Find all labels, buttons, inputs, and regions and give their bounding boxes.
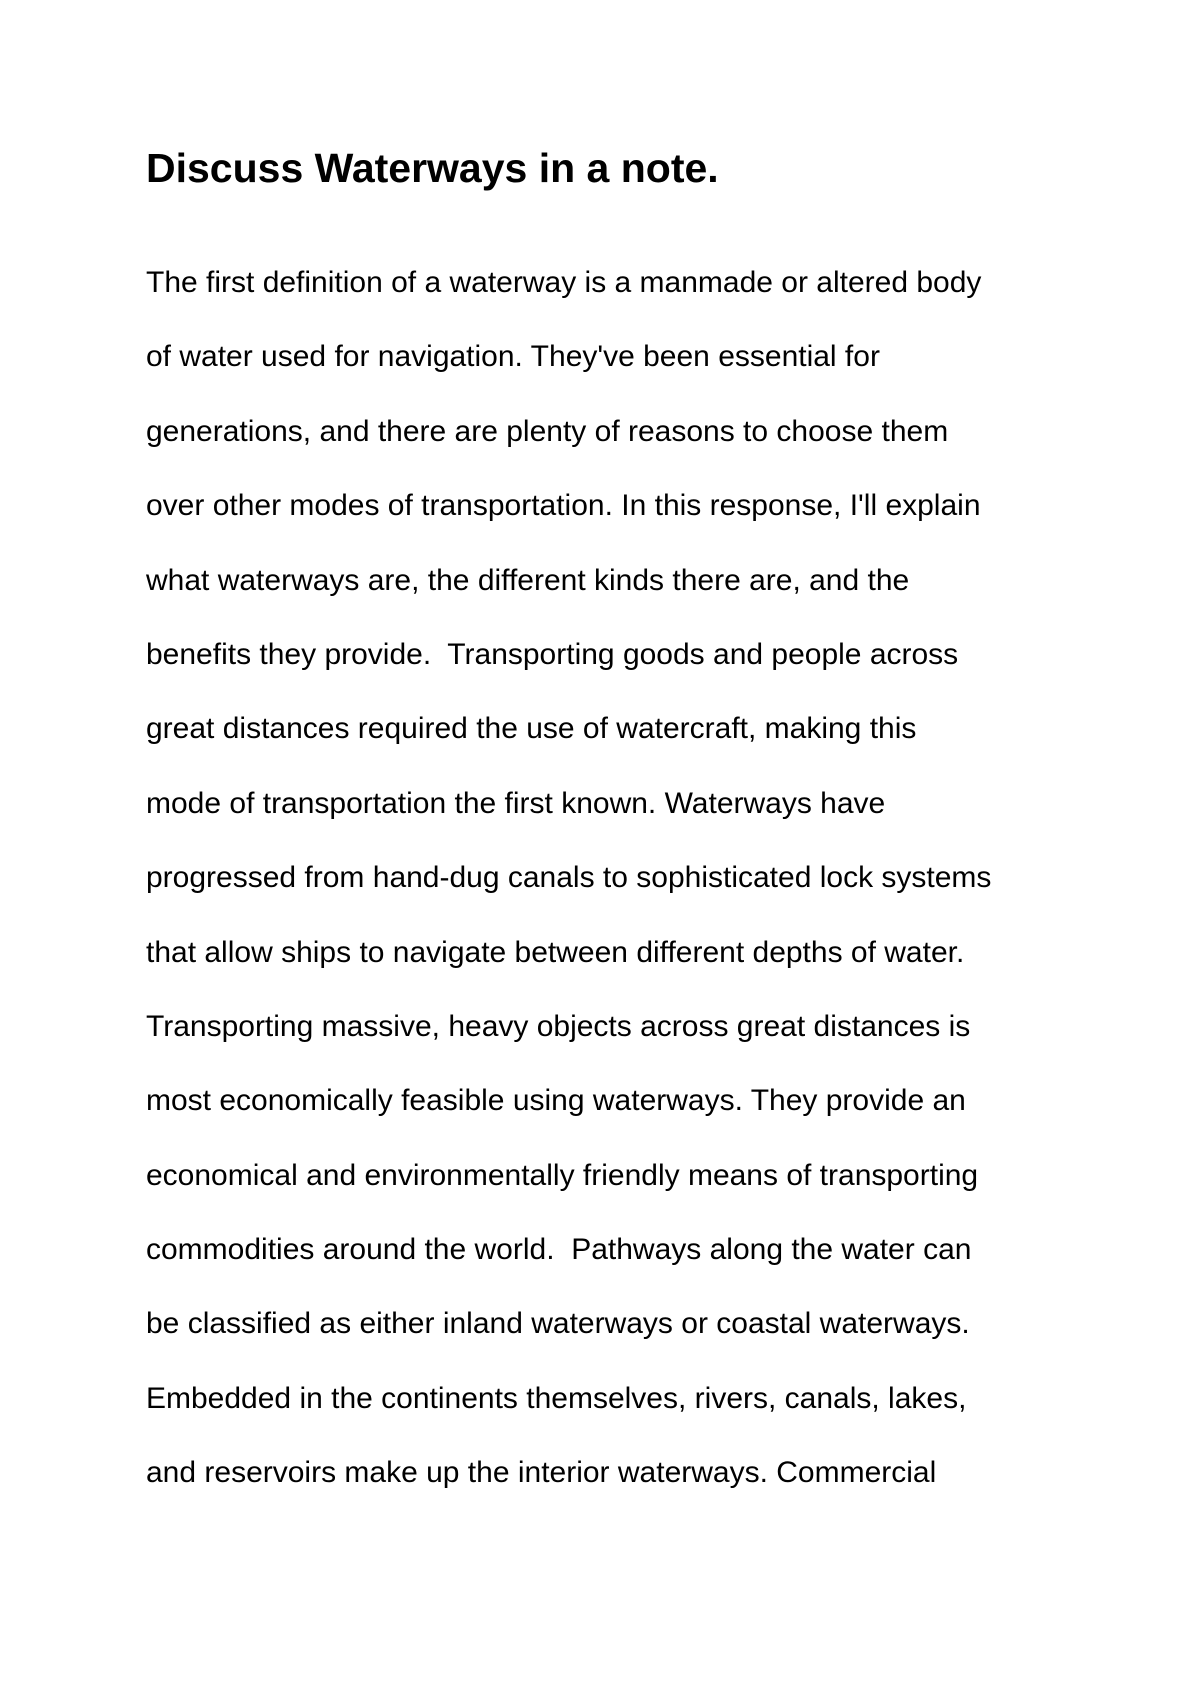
document-title: Discuss Waterways in a note. <box>146 145 719 191</box>
body-line: over other modes of transportation. In this response, I'll explain <box>146 489 981 523</box>
body-line: The first definition of a waterway is a manmade or altered body <box>146 266 982 299</box>
body-line: be classified as either inland waterways or coastal waterways. <box>146 1307 970 1341</box>
body-line: what waterways are, the different kinds there are, and the <box>146 563 910 597</box>
body-line: of water used for navigation. They've been essential for <box>146 340 880 374</box>
body-line: generations, and there are plenty of reasons to choose them <box>146 414 949 448</box>
body-line: and reservoirs make up the interior waterways. Commercial <box>146 1456 937 1490</box>
body-line: Transporting massive, heavy objects across great distances is <box>146 1009 971 1043</box>
body-line: that allow ships to navigate between different depths of water. <box>146 935 965 969</box>
body-line: great distances required the use of watercraft, making this <box>146 712 917 746</box>
body-line: most economically feasible using waterways. They provide an <box>146 1084 966 1118</box>
body-line: benefits they provide. Transporting goods and people across <box>146 637 959 671</box>
body-line: Embedded in the continents themselves, rivers, canals, lakes, <box>146 1381 967 1415</box>
body-line: commodities around the world. Pathways along the water can <box>146 1233 972 1267</box>
body-line: progressed from hand-dug canals to sophisticated lock systems <box>146 861 992 895</box>
body-line: economical and environmentally friendly means of transporting <box>146 1158 979 1192</box>
document-body <box>146 265 991 1530</box>
body-line: mode of transportation the first known. Waterways have <box>146 786 886 820</box>
